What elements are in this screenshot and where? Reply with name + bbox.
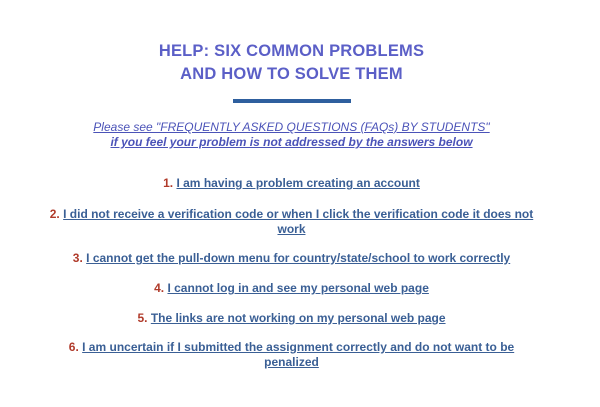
problem-number: 3. — [72, 251, 83, 265]
page-title-line-2: AND HOW TO SOLVE THEM — [180, 65, 403, 83]
page-title-line-1: HELP: SIX COMMON PROBLEMS — [158, 42, 425, 60]
problem-item-1 — [40, 176, 543, 191]
faq-note — [0, 120, 583, 150]
problem-number: 6. — [68, 340, 79, 354]
problem-link-5[interactable]: The links are not working on my personal web page — [150, 311, 446, 325]
title-divider — [233, 99, 351, 103]
problem-number: 1. — [163, 176, 174, 190]
problem-item-5 — [40, 311, 543, 326]
problem-number: 4. — [154, 281, 165, 295]
problem-number: 5. — [137, 311, 148, 325]
problem-item-6 — [40, 340, 543, 370]
page-title — [0, 40, 583, 86]
problem-link-2[interactable]: I did not receive a verification code or when I click the verification code it does not work — [63, 207, 534, 236]
faq-note-subtitle[interactable]: if you feel your problem is not addressed by the answers below — [110, 135, 473, 149]
problem-item-4 — [40, 281, 543, 296]
problem-link-4[interactable]: I cannot log in and see my personal web page — [167, 281, 429, 295]
problem-link-1[interactable]: I am having a problem creating an account — [176, 176, 420, 190]
problem-link-3[interactable]: I cannot get the pull-down menu for country/state/school to work correctly — [86, 251, 511, 265]
problem-item-3 — [40, 251, 543, 266]
faq-link[interactable]: Please see "FREQUENTLY ASKED QUESTIONS (FAQs) BY STUDENTS" — [93, 120, 490, 134]
problem-link-6[interactable]: I am uncertain if I submitted the assignment correctly and do not want to be penalized — [82, 340, 515, 369]
problem-item-2 — [40, 207, 543, 237]
problem-number: 2. — [49, 207, 60, 221]
